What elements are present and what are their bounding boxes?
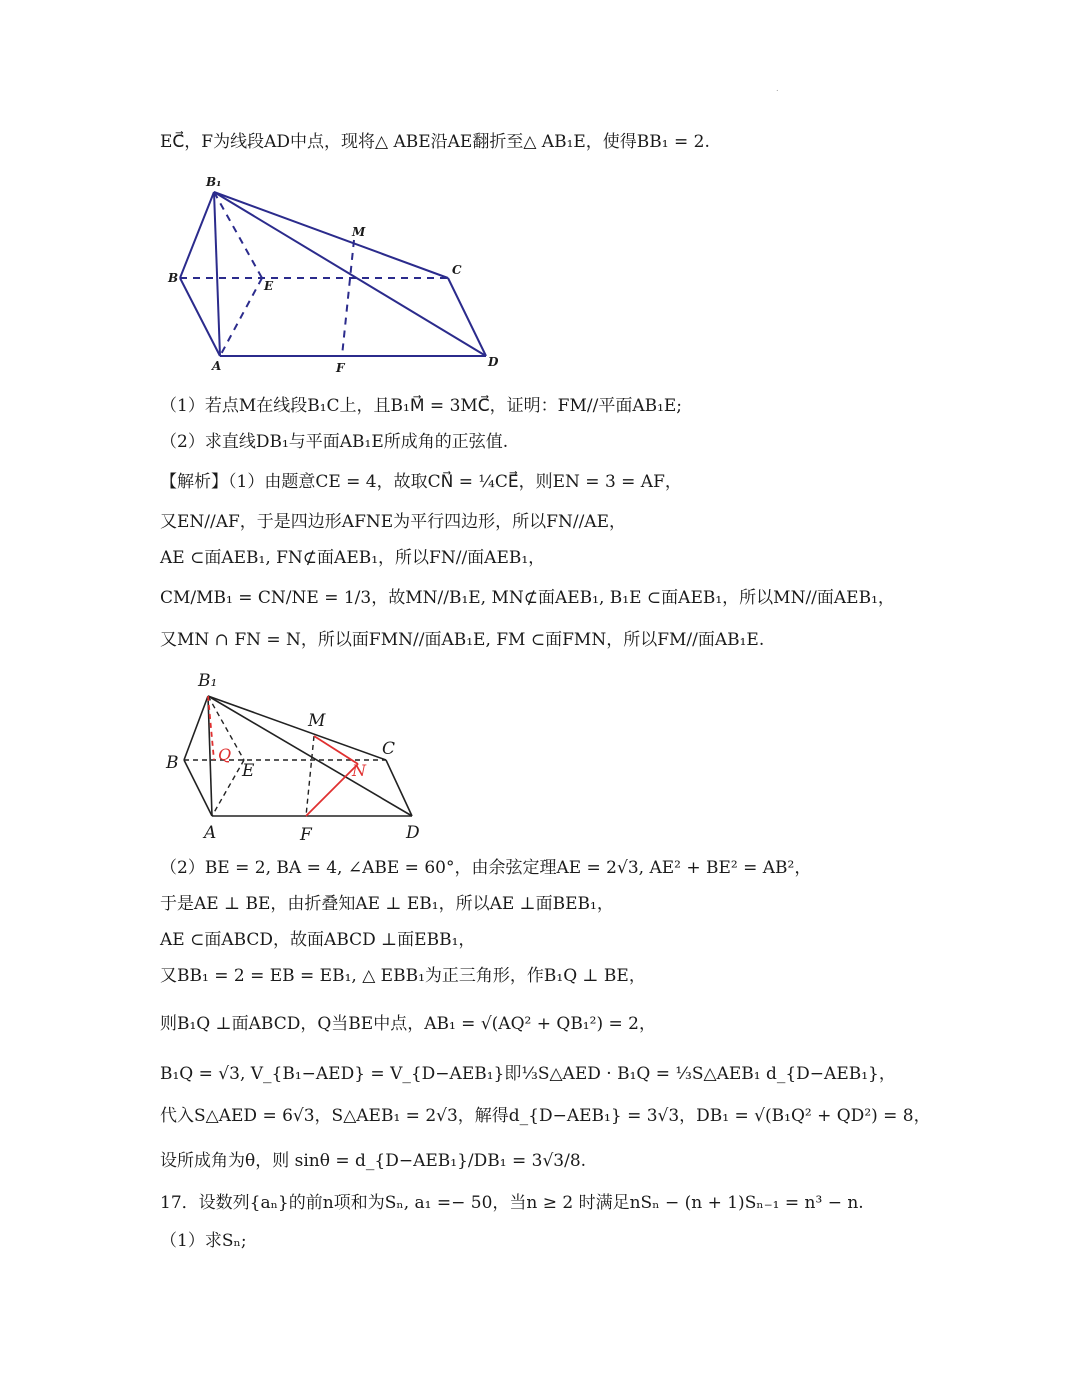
label-B1: B₁ [206,175,222,189]
solution-line-6: （2）BE = 2, BA = 4, ∠ABE = 60°，由余弦定理AE = 2√3, AE² + BE² = AB²， [160,858,812,878]
label2-N: N [352,761,366,780]
label2-Q: Q [218,745,232,764]
label2-A: A [204,823,217,843]
solution-line-3: AE ⊂面AEB₁, FN⊄面AEB₁，所以FN//面AEB₁， [160,548,546,568]
label2-F: F [300,825,312,845]
solution-line-2: 又EN//AF，于是四边形AFNE为平行四边形，所以FN//AE， [160,512,626,532]
corner-mark: . [776,84,779,93]
label2-E: E [242,761,255,781]
label-C: C [452,263,462,277]
label-B: B [168,271,179,285]
solution-line-13: 设所成角为θ，则 sinθ = d_{D−AEB₁}/DB₁ = 3√3/8. [160,1151,587,1171]
label2-D: D [406,823,420,843]
solution-line-12: 代入S△AED = 6√3，S△AEB₁ = 2√3，解得d_{D−AEB₁} = 3√3，DB₁ = √(B₁Q² + QD²) = 8， [160,1106,931,1126]
figure-2 [160,668,430,846]
label-A: A [212,359,222,373]
solution-line-1: 【解析】（1）由题意CE = 4，故取CN⃗ = ¼CE⃗，则EN = 3 = AF， [160,472,682,492]
figure-1 [160,170,510,380]
solution-line-9: 又BB₁ = 2 = EB = EB₁, △ EBB₁为正三角形，作B₁Q ⊥ BE， [160,966,646,986]
question-2: （2）求直线DB₁与平面AB₁E所成角的正弦值. [160,432,509,452]
label2-B: B [166,753,179,773]
label-E: E [264,279,274,293]
solution-line-11: B₁Q = √3, V_{B₁−AED} = V_{D−AEB₁}即⅓S△AED · B₁Q = ⅓S△AEB₁ d_{D−AEB₁}， [160,1064,896,1084]
label2-B1: B₁ [198,671,218,691]
solution-line-4: CM/MB₁ = CN/NE = 1/3，故MN//B₁E, MN⊄面AEB₁, B₁E ⊂面AEB₁，所以MN//面AEB₁， [160,588,895,608]
problem-17: 17．设数列{aₙ}的前n项和为Sₙ, a₁ =− 50，当n ≥ 2 时满足nSₙ − (n + 1)Sₙ₋₁ = n³ − n. [160,1193,864,1213]
label2-M: M [308,711,326,731]
label-M: M [352,225,366,239]
solution-line-10: 则B₁Q ⊥面ABCD，Q当BE中点，AB₁ = √(AQ² + QB₁²) = 2， [160,1014,656,1034]
label-F: F [336,361,345,375]
solution-line-5: 又MN ∩ FN = N，所以面FMN//面AB₁E, FM ⊂面FMN，所以FM//面AB₁E. [160,630,765,650]
intro-line: EC⃗，F为线段AD中点，现将△ ABE沿AE翻折至△ AB₁E，使得BB₁ = 2. [160,132,710,152]
label-D: D [488,355,499,369]
problem-17-part-1: （1）求Sₙ; [160,1231,247,1251]
label2-C: C [382,739,396,759]
solution-line-7: 于是AE ⊥ BE，由折叠知AE ⊥ EB₁，所以AE ⊥面BEB₁， [160,894,614,914]
solution-line-8: AE ⊂面ABCD，故面ABCD ⊥面EBB₁， [160,930,476,950]
question-1: （1）若点M在线段B₁C上，且B₁M⃗ = 3MC⃗，证明：FM//平面AB₁E; [160,396,683,416]
